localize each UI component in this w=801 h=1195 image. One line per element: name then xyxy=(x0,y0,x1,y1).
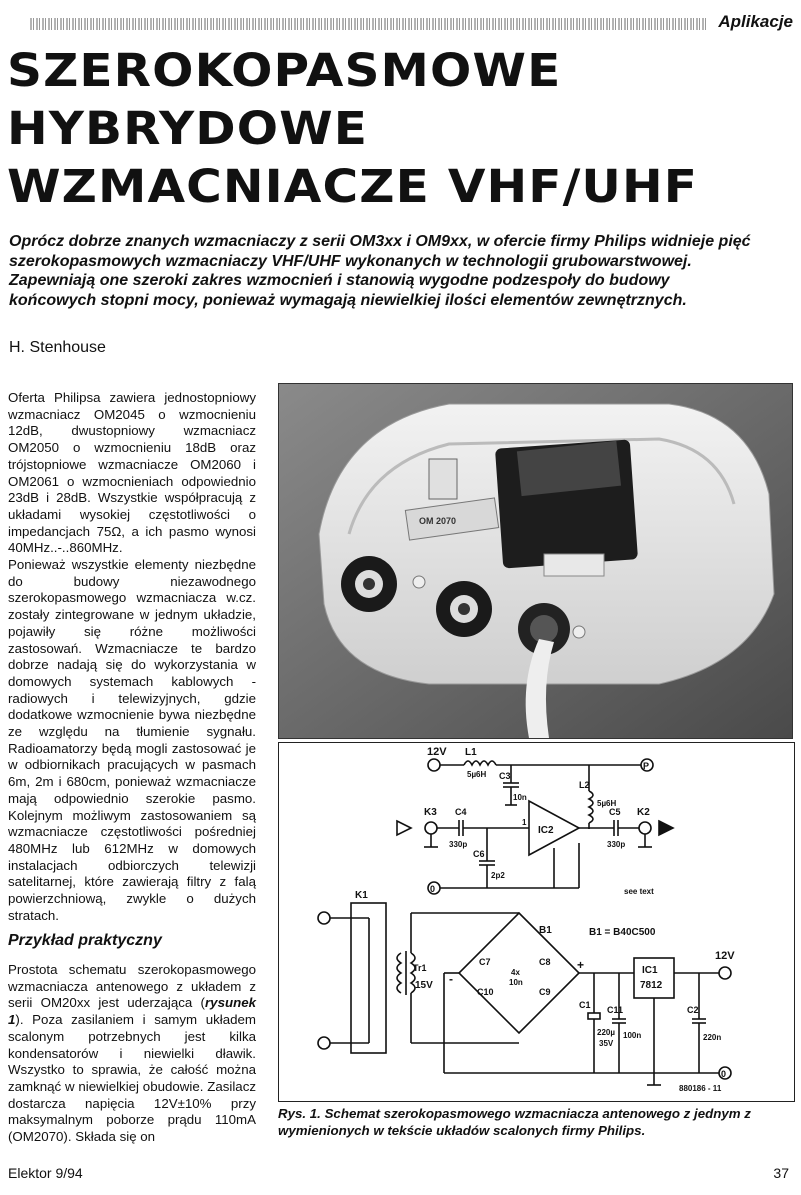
label-B1-spec: B1 = B40C500 xyxy=(589,927,656,938)
label-K2: K2 xyxy=(637,807,650,818)
figure-caption: Rys. 1. Schemat szerokopasmowego wzmacniacza antenowego z jednym z wymienionych w tekście układów scalonych firmy Philips. xyxy=(278,1106,751,1138)
label-L2-value: 5µ6H xyxy=(597,799,617,808)
label-15v: 15V xyxy=(415,980,433,991)
label-minus: - xyxy=(449,972,453,986)
label-ref: 880186 - 11 xyxy=(679,1084,722,1093)
label-C10: C10 xyxy=(477,987,494,997)
lead-paragraph: Oprócz dobrze znanych wzmacniaczy z serii OM3xx i OM9xx, w ofercie firmy Philips widnieje pięć szerokopasmowych wzmacniaczy VHF/UHF wykonanych w technologii grubowarstwowej. Zapewniają one szeroki zakres wzmocnień i stanowią wygodne podzespoły do budowy końcowych stopni mocy, ponieważ wymagają niewielkiej ilości elementów zewnętrznych. xyxy=(9,233,751,309)
author: H. Stenhouse xyxy=(9,339,106,356)
circuit-schematic xyxy=(278,742,795,1102)
label-L1: L1 xyxy=(465,747,477,758)
label-C1: C1 xyxy=(579,1000,591,1010)
title-line-1: SZEROKOPASMOWE xyxy=(7,44,562,97)
label-4x: 4x xyxy=(511,968,520,977)
body-column-top xyxy=(8,390,256,925)
label-C5: C5 xyxy=(609,807,621,817)
label-C2-value: 220n xyxy=(703,1033,722,1042)
label-C11-value: 100n xyxy=(623,1031,642,1040)
title-line-2: HYBRYDOWE xyxy=(7,102,369,155)
label-IC1: IC1 xyxy=(642,965,658,976)
label-K1: K1 xyxy=(355,890,368,901)
label-B1: B1 xyxy=(539,925,552,936)
label-plus: + xyxy=(577,958,585,972)
label-7812: 7812 xyxy=(640,980,663,991)
paragraph-1: Oferta Philipsa zawiera jednostopniowy wzmacniacz OM2045 o wzmocnieniu 12dB, dwustopniowy wzmacniacz OM2050 o wzmocnieniu 18dB oraz trójstopniowe wzmacniacze OM2060 i OM2061 o wzmocnieniach odpowiednio 23dB i 28dB. Wszystkie współpracują z układami wysokiej częstotliwości o impedancjach 75Ω, a ich pasmo wynosi 40MHz..-..860MHz. xyxy=(8,390,256,556)
label-out-0: 0 xyxy=(721,1069,727,1079)
paragraph-2: Ponieważ wszystkie elementy niezbędne do budowy niezawodnego szerokopasmowego wzmacniacza w.cz. zostały zintegrowane w jednym układzie, pojawiły się różne możliwości zastosowań. Wzmacniacze te bardzo dobrze nadają się do wykorzystania w domowych systemach kablowych - radiowych i telewizyjnych, gdzie dodatkowe wzmocnienie bywa niezbędne ze względu na tłumienie sygnału. Radioamatorzy będą mogli zastosować je w odbiornikach pracujących w pasmach 6m, 2m i 680cm, ponieważ wzmacniacze mają odpowiednio szerokie pasmo. Kolejnym możliwym zastosowaniem są wzmacniacze częstotliwości pośredniej 480MHz lub 612MHz w domowych instalacjach odbiorczych telewizji satelitarnej, które zawierają filtry z falą powierzchniową, zwykle o dużych stratach. xyxy=(8,557,256,923)
amplifier-photo-drawing xyxy=(279,384,792,738)
label-C2: C2 xyxy=(687,1005,699,1015)
label-C6: C6 xyxy=(473,849,485,859)
label-Tr1: Tr1 xyxy=(413,963,427,973)
label-P: P xyxy=(643,761,650,771)
label-C7: C7 xyxy=(479,957,491,967)
figure-reference: rysunek 1 xyxy=(8,995,256,1028)
amplifier-photo xyxy=(278,383,793,739)
label-C6-value: 2p2 xyxy=(491,871,505,880)
label-12v-out: 12V xyxy=(715,950,735,962)
paragraph-3c: ). Poza zasilaniem i samym układem scalonym potrzebnych jest kilka kondensatorów i niewielki dławik. Wszystko to sprawia, że całość można zamknąć w niewielkiej obudowie. Zasilacz dostarcza napięcia 12V±10% przy maksymalnym poborze prądu 110mA (OM2070). Składa się on xyxy=(8,1012,256,1145)
label-C11: C11 xyxy=(607,1005,624,1015)
article-title xyxy=(7,42,698,216)
label-C3: C3 xyxy=(499,771,511,781)
chip-label: OM 2070 xyxy=(419,516,457,526)
label-C9: C9 xyxy=(539,987,551,997)
schematic-drawing xyxy=(279,743,794,1101)
header-band xyxy=(30,18,706,30)
label-K3: K3 xyxy=(424,807,437,818)
label-C4-value: 330p xyxy=(449,840,468,849)
footer-magazine: Elektor 9/94 xyxy=(8,1165,83,1181)
label-C1-value: 220µ xyxy=(597,1028,615,1037)
label-12v-in: 12V xyxy=(427,746,447,758)
label-C5-value: 330p xyxy=(607,840,626,849)
body-column-bottom xyxy=(8,962,256,1146)
label-C3-value: 10n xyxy=(513,793,527,802)
label-L1-value: 5µ6H xyxy=(467,770,487,779)
label-IC2: IC2 xyxy=(538,825,554,836)
subheading: Przykład praktyczny xyxy=(8,932,162,949)
page-number: 37 xyxy=(773,1165,789,1181)
label-C1-voltage: 35V xyxy=(599,1039,614,1048)
paragraph-3a: Prostota schematu szerokopasmowego wzmacniacza antenowego z układem z serii OM20xx jest uderzająca ( xyxy=(8,962,256,1011)
label-L2: L2 xyxy=(579,780,590,790)
label-C4: C4 xyxy=(455,807,467,817)
section-label: Aplikacje xyxy=(718,12,793,31)
title-line-3: WZMACNIACZE VHF/UHF xyxy=(7,160,698,213)
label-gnd-0: 0 xyxy=(430,884,436,894)
note-see-text: see text xyxy=(624,887,654,896)
label-10n: 10n xyxy=(509,978,523,987)
label-pin1: 1 xyxy=(522,818,527,827)
label-C8: C8 xyxy=(539,957,551,967)
